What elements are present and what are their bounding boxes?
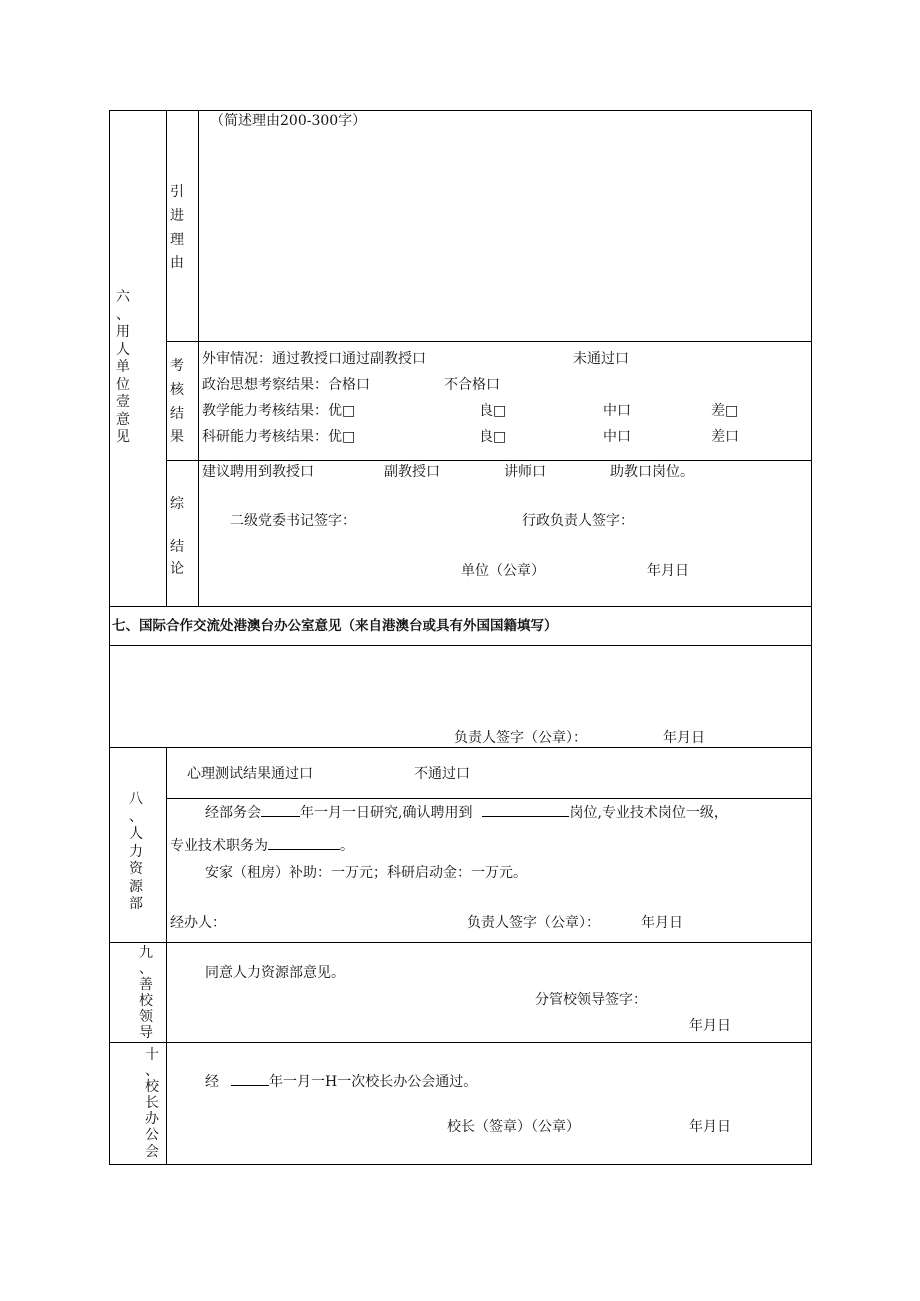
reason-hint: （简述理由200-300字） <box>210 113 367 129</box>
teaching-mid-checkbox[interactable]: 中口 <box>603 403 631 419</box>
section8-date: 年月日 <box>641 915 683 931</box>
section-divider-6-7 <box>109 606 812 607</box>
handler-label: 经办人： <box>170 915 226 931</box>
research-mid-checkbox[interactable]: 中口 <box>603 429 631 445</box>
subsidy-info: 安家（租房）补助：一万元；科研启动金：一万元。 <box>205 865 527 881</box>
party-secretary-sign: 二级党委书记签字： <box>230 513 356 529</box>
section10-pass-text: 年一月一H一次校长办公会通过。 <box>269 1074 478 1090</box>
external-not-passed-checkbox[interactable]: 未通过口 <box>573 351 629 367</box>
external-review: 外审情况：通过教授口通过副教授口 <box>202 351 426 367</box>
section10-sign: 校长（签章）（公章） <box>447 1119 580 1135</box>
professional-title-label: 专业技术职务为 <box>170 838 268 854</box>
teaching-result: 教学能力考核结果：优□ <box>202 403 356 419</box>
research-result: 科研能力考核结果：优□ <box>202 429 356 445</box>
section9-date: 年月日 <box>689 1018 731 1034</box>
research-poor-checkbox[interactable]: 差口 <box>711 429 739 445</box>
professional-title-field[interactable] <box>268 836 340 850</box>
political-result: 政治思想考察结果：合格口 <box>202 377 370 393</box>
assistant-checkbox[interactable]: 助教口岗位。 <box>610 464 694 480</box>
conclusion-label: 综 结 论 <box>170 496 184 578</box>
position-field[interactable] <box>482 803 569 817</box>
reason-label: 引 进 理 由 <box>170 184 184 272</box>
unit-seal: 单位（公章） <box>461 563 545 579</box>
section9-header: 九 、 善 校 领 导 <box>139 945 153 1042</box>
section6-date: 年月日 <box>647 563 689 579</box>
section9-agree: 同意人力资源部意见。 <box>205 965 345 981</box>
section10-date: 年月日 <box>689 1119 731 1135</box>
section10-year-field[interactable] <box>231 1072 269 1086</box>
section8-psych-divider <box>166 798 812 799</box>
meeting-suffix: 岗位,专业技术岗位一级， <box>569 805 728 821</box>
section-divider-9-10 <box>109 1042 812 1043</box>
professional-title-end: 。 <box>340 838 354 854</box>
recommend-professor-checkbox[interactable]: 建议聘用到教授口 <box>202 464 314 480</box>
section-divider-8-9 <box>109 942 812 943</box>
reason-text-area[interactable] <box>199 135 811 340</box>
professional-title <box>170 836 354 853</box>
section8-header: 八 、 人 力 资 源 部 <box>129 791 143 912</box>
research-good-checkbox[interactable]: 良□ <box>479 429 507 445</box>
psych-pass-checkbox[interactable]: 心理测试结果通过口 <box>187 766 313 782</box>
section7-date: 年月日 <box>663 730 705 746</box>
section9-sign: 分管校领导签字： <box>535 992 647 1008</box>
psych-fail-checkbox[interactable]: 不通过口 <box>414 766 470 782</box>
assoc-professor-checkbox[interactable]: 副教授口 <box>384 464 440 480</box>
section-divider-7-8 <box>109 747 812 748</box>
admin-head-sign: 行政负责人签字： <box>522 513 634 529</box>
section10-pass <box>205 1072 477 1089</box>
row-divider-assessment <box>166 460 812 461</box>
teaching-poor-checkbox[interactable]: 差□ <box>711 403 739 419</box>
meeting-prefix: 经部务会 <box>205 805 261 821</box>
section6-header: 六 、 用 人 单 位 壹 意 见 <box>116 289 130 445</box>
row-divider-reason <box>166 341 812 342</box>
meeting-decision <box>205 803 728 820</box>
teaching-good-checkbox[interactable]: 良□ <box>479 403 507 419</box>
section8-header-divider <box>166 747 167 1165</box>
section7-title: 七、国际合作交流处港澳台办公室意见（来自港澳台或具有外国国籍填写） <box>112 618 558 634</box>
meeting-middle: 年一月一日研究,确认聘用到 <box>300 805 473 821</box>
political-fail-checkbox[interactable]: 不合格口 <box>444 377 500 393</box>
assessment-label: 考 核 结 果 <box>170 358 184 446</box>
section10-header: 十 、 校 长 办 公 会 <box>145 1047 159 1160</box>
section7-sign: 负责人签字（公章）： <box>454 730 587 746</box>
section8-sign: 负责人签字（公章）： <box>467 915 600 931</box>
meeting-year-field[interactable] <box>261 803 300 817</box>
lecturer-checkbox[interactable]: 讲师口 <box>504 464 546 480</box>
section7-title-divider <box>109 645 812 646</box>
section10-pass-prefix: 经 <box>205 1074 219 1090</box>
